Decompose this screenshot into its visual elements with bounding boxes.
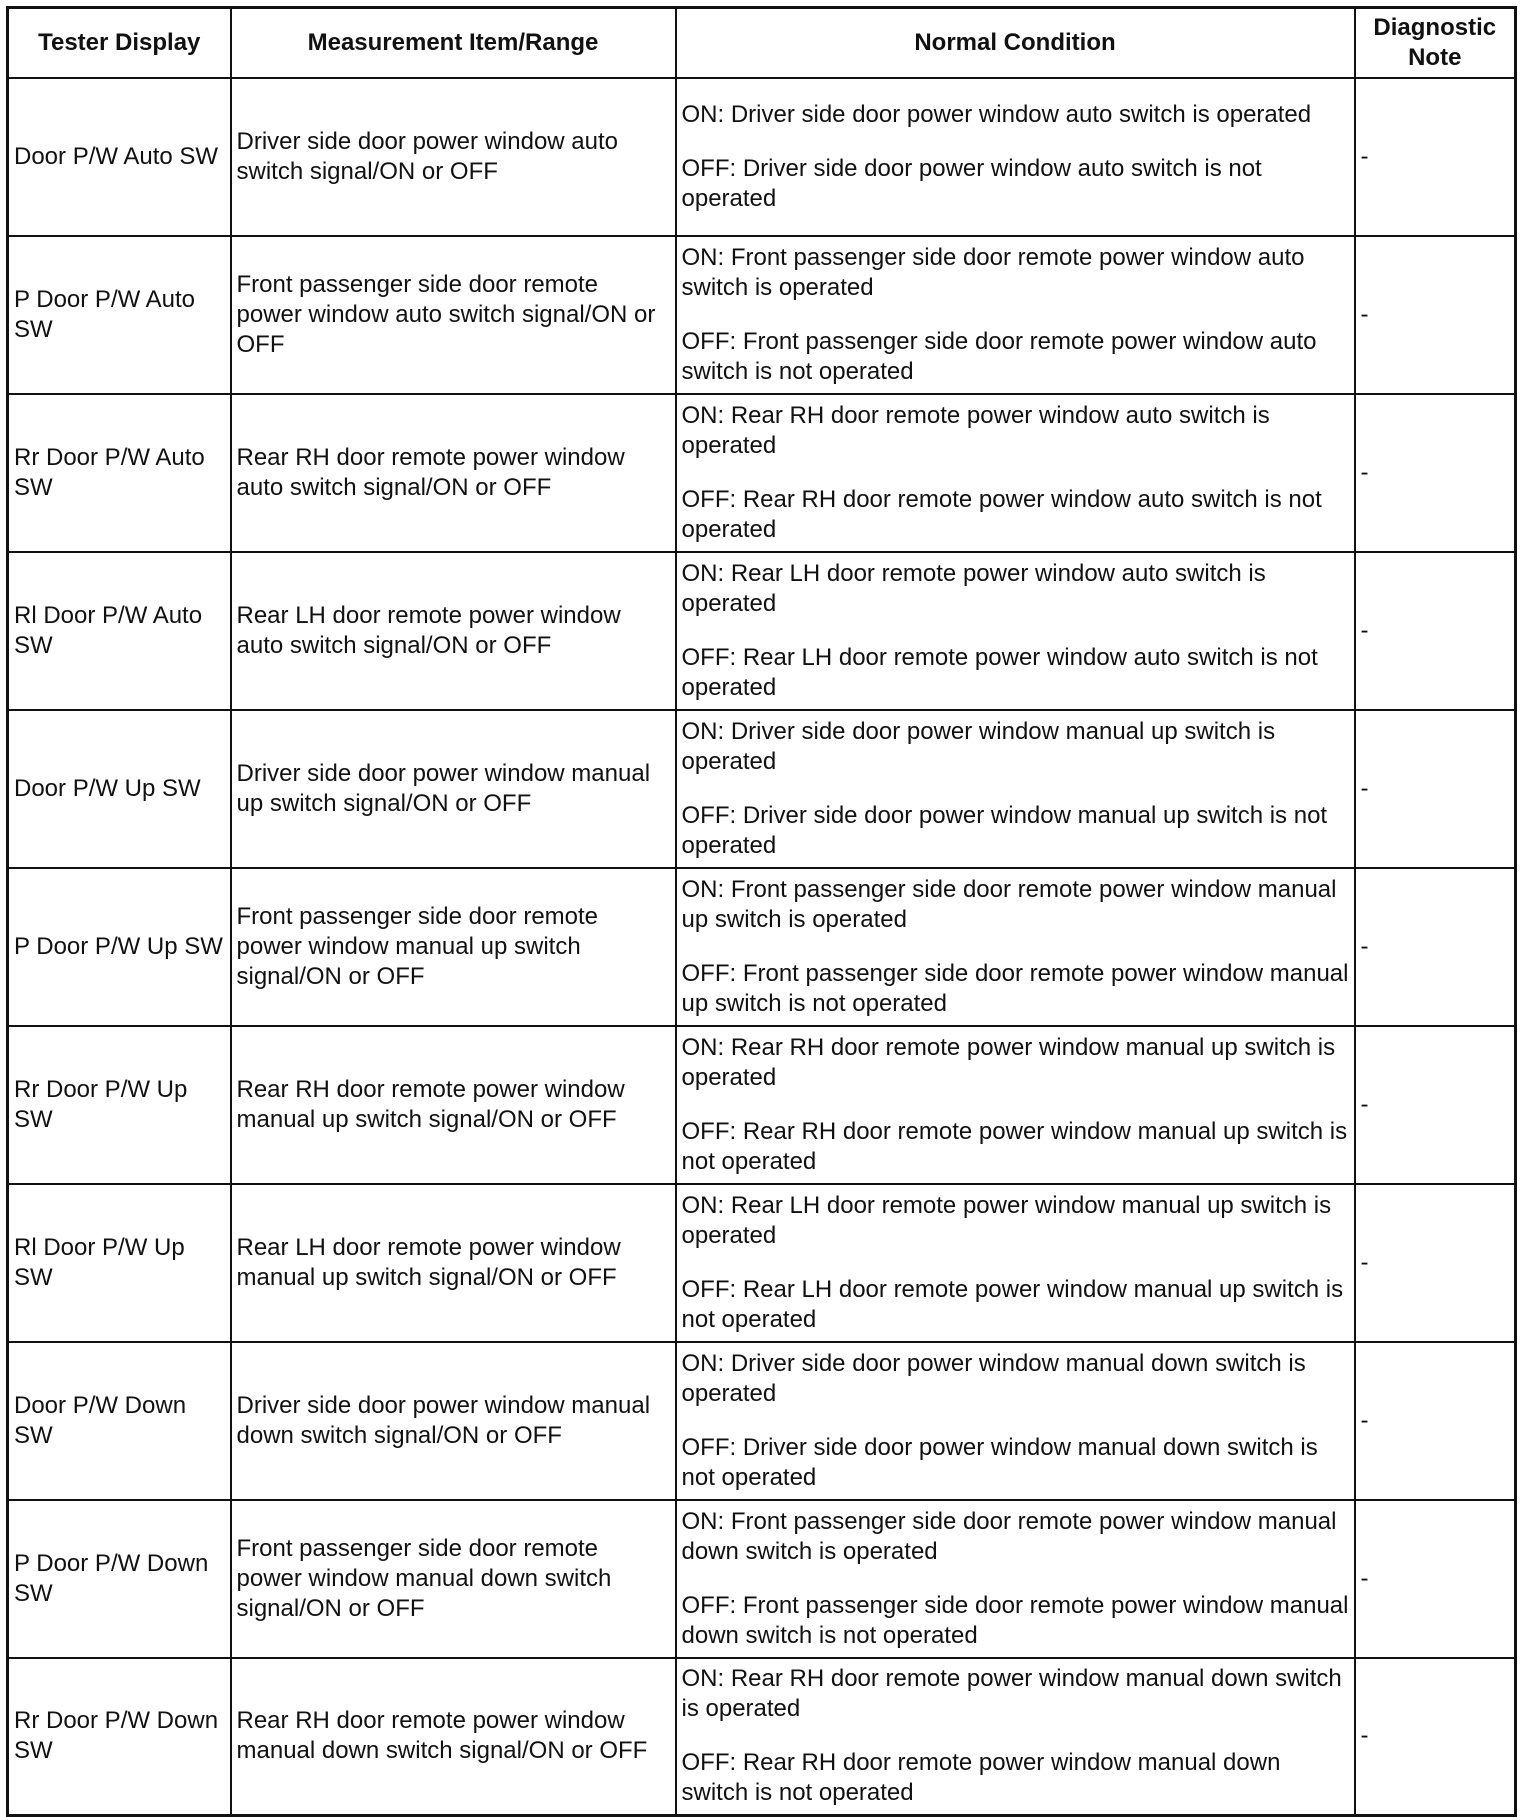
table-row [8, 868, 1516, 1026]
condition-off-text: OFF: Rear RH door remote power window auto switch is not operated [681, 485, 1322, 543]
condition-on-text: ON: Rear LH door remote power window manual up switch is operated [681, 1191, 1332, 1249]
cell-measurement-item: Rear RH door remote power window manual down switch signal/ON or OFF [231, 1658, 676, 1816]
cell-tester-display: Door P/W Up SW [8, 710, 231, 868]
cell-tester-display: Door P/W Down SW [8, 1342, 231, 1500]
cell-normal-condition [676, 1342, 1355, 1500]
cell-measurement-item: Front passenger side door remote power window manual up switch signal/ON or OFF [231, 868, 676, 1026]
table-row [8, 78, 1516, 236]
condition-on-text: ON: Front passenger side door remote power window manual down switch is operated [681, 1507, 1337, 1565]
cell-tester-display: P Door P/W Auto SW [8, 236, 231, 394]
condition-off-text: OFF: Front passenger side door remote power window auto switch is not operated [681, 327, 1317, 385]
cell-tester-display: Rl Door P/W Up SW [8, 1184, 231, 1342]
cell-measurement-item: Front passenger side door remote power window auto switch signal/ON or OFF [231, 236, 676, 394]
condition-on-text: ON: Driver side door power window manual down switch is operated [681, 1349, 1306, 1407]
header-measurement-item: Measurement Item/Range [231, 8, 676, 78]
table-header-row [8, 8, 1516, 78]
condition-on-text: ON: Driver side door power window auto switch is operated [681, 100, 1312, 128]
cell-measurement-item: Rear RH door remote power window auto switch signal/ON or OFF [231, 394, 676, 552]
header-diagnostic-note [1355, 8, 1516, 78]
cell-diagnostic-note: - [1355, 1026, 1516, 1184]
cell-normal-condition [676, 868, 1355, 1026]
cell-measurement-item: Driver side door power window auto switch signal/ON or OFF [231, 78, 676, 236]
cell-tester-display: Rl Door P/W Auto SW [8, 552, 231, 710]
cell-diagnostic-note: - [1355, 552, 1516, 710]
condition-on-text: ON: Rear RH door remote power window auto switch is operated [681, 401, 1270, 459]
cell-diagnostic-note: - [1355, 1342, 1516, 1500]
cell-diagnostic-note: - [1355, 1658, 1516, 1816]
table-row [8, 710, 1516, 868]
cell-tester-display: P Door P/W Down SW [8, 1500, 231, 1658]
data-list-table [6, 6, 1517, 1817]
cell-diagnostic-note: - [1355, 78, 1516, 236]
table-row [8, 1026, 1516, 1184]
header-diagnostic-note-line1: Diagnostic [1373, 13, 1497, 41]
cell-normal-condition [676, 1500, 1355, 1658]
condition-on-text: ON: Driver side door power window manual up switch is operated [681, 717, 1276, 775]
cell-tester-display: Rr Door P/W Up SW [8, 1026, 231, 1184]
cell-normal-condition [676, 78, 1355, 236]
cell-tester-display: Rr Door P/W Auto SW [8, 394, 231, 552]
cell-tester-display: P Door P/W Up SW [8, 868, 231, 1026]
header-diagnostic-note-line2: Note [1408, 43, 1462, 71]
cell-diagnostic-note: - [1355, 1500, 1516, 1658]
condition-on-text: ON: Rear LH door remote power window auto switch is operated [681, 559, 1266, 617]
cell-tester-display: Rr Door P/W Down SW [8, 1658, 231, 1816]
table-row [8, 1342, 1516, 1500]
condition-on-text: ON: Front passenger side door remote power window manual up switch is operated [681, 875, 1337, 933]
cell-diagnostic-note: - [1355, 710, 1516, 868]
table-row [8, 394, 1516, 552]
condition-off-text: OFF: Rear RH door remote power window manual up switch is not operated [681, 1117, 1348, 1175]
header-tester-display: Tester Display [8, 8, 231, 78]
cell-normal-condition [676, 552, 1355, 710]
condition-off-text: OFF: Rear LH door remote power window auto switch is not operated [681, 643, 1318, 701]
cell-normal-condition [676, 710, 1355, 868]
table-row [8, 1658, 1516, 1816]
condition-off-text: OFF: Driver side door power window manual up switch is not operated [681, 801, 1328, 859]
cell-measurement-item: Rear LH door remote power window auto switch signal/ON or OFF [231, 552, 676, 710]
cell-normal-condition [676, 1184, 1355, 1342]
cell-normal-condition [676, 236, 1355, 394]
cell-diagnostic-note: - [1355, 236, 1516, 394]
cell-measurement-item: Driver side door power window manual up switch signal/ON or OFF [231, 710, 676, 868]
condition-off-text: OFF: Rear RH door remote power window manual down switch is not operated [681, 1749, 1281, 1807]
cell-normal-condition [676, 394, 1355, 552]
table-row [8, 1184, 1516, 1342]
cell-normal-condition [676, 1026, 1355, 1184]
condition-on-text: ON: Rear RH door remote power window manual down switch is operated [681, 1665, 1342, 1723]
cell-measurement-item: Rear RH door remote power window manual up switch signal/ON or OFF [231, 1026, 676, 1184]
condition-off-text: OFF: Front passenger side door remote power window manual down switch is not operated [681, 1591, 1349, 1649]
cell-measurement-item: Front passenger side door remote power window manual down switch signal/ON or OFF [231, 1500, 676, 1658]
table-row [8, 236, 1516, 394]
condition-on-text: ON: Rear RH door remote power window manual up switch is operated [681, 1033, 1336, 1091]
header-normal-condition: Normal Condition [676, 8, 1355, 78]
condition-on-text: ON: Front passenger side door remote power window auto switch is operated [681, 243, 1305, 301]
condition-off-text: OFF: Driver side door power window auto switch is not operated [681, 154, 1262, 212]
table-row [8, 1500, 1516, 1658]
cell-diagnostic-note: - [1355, 868, 1516, 1026]
condition-off-text: OFF: Rear LH door remote power window manual up switch is not operated [681, 1275, 1344, 1333]
condition-off-text: OFF: Front passenger side door remote power window manual up switch is not operated [681, 959, 1349, 1017]
cell-normal-condition [676, 1658, 1355, 1816]
cell-diagnostic-note: - [1355, 394, 1516, 552]
cell-measurement-item: Driver side door power window manual down switch signal/ON or OFF [231, 1342, 676, 1500]
cell-tester-display: Door P/W Auto SW [8, 78, 231, 236]
cell-measurement-item: Rear LH door remote power window manual up switch signal/ON or OFF [231, 1184, 676, 1342]
condition-off-text: OFF: Driver side door power window manual down switch is not operated [681, 1433, 1318, 1491]
table-row [8, 552, 1516, 710]
cell-diagnostic-note: - [1355, 1184, 1516, 1342]
